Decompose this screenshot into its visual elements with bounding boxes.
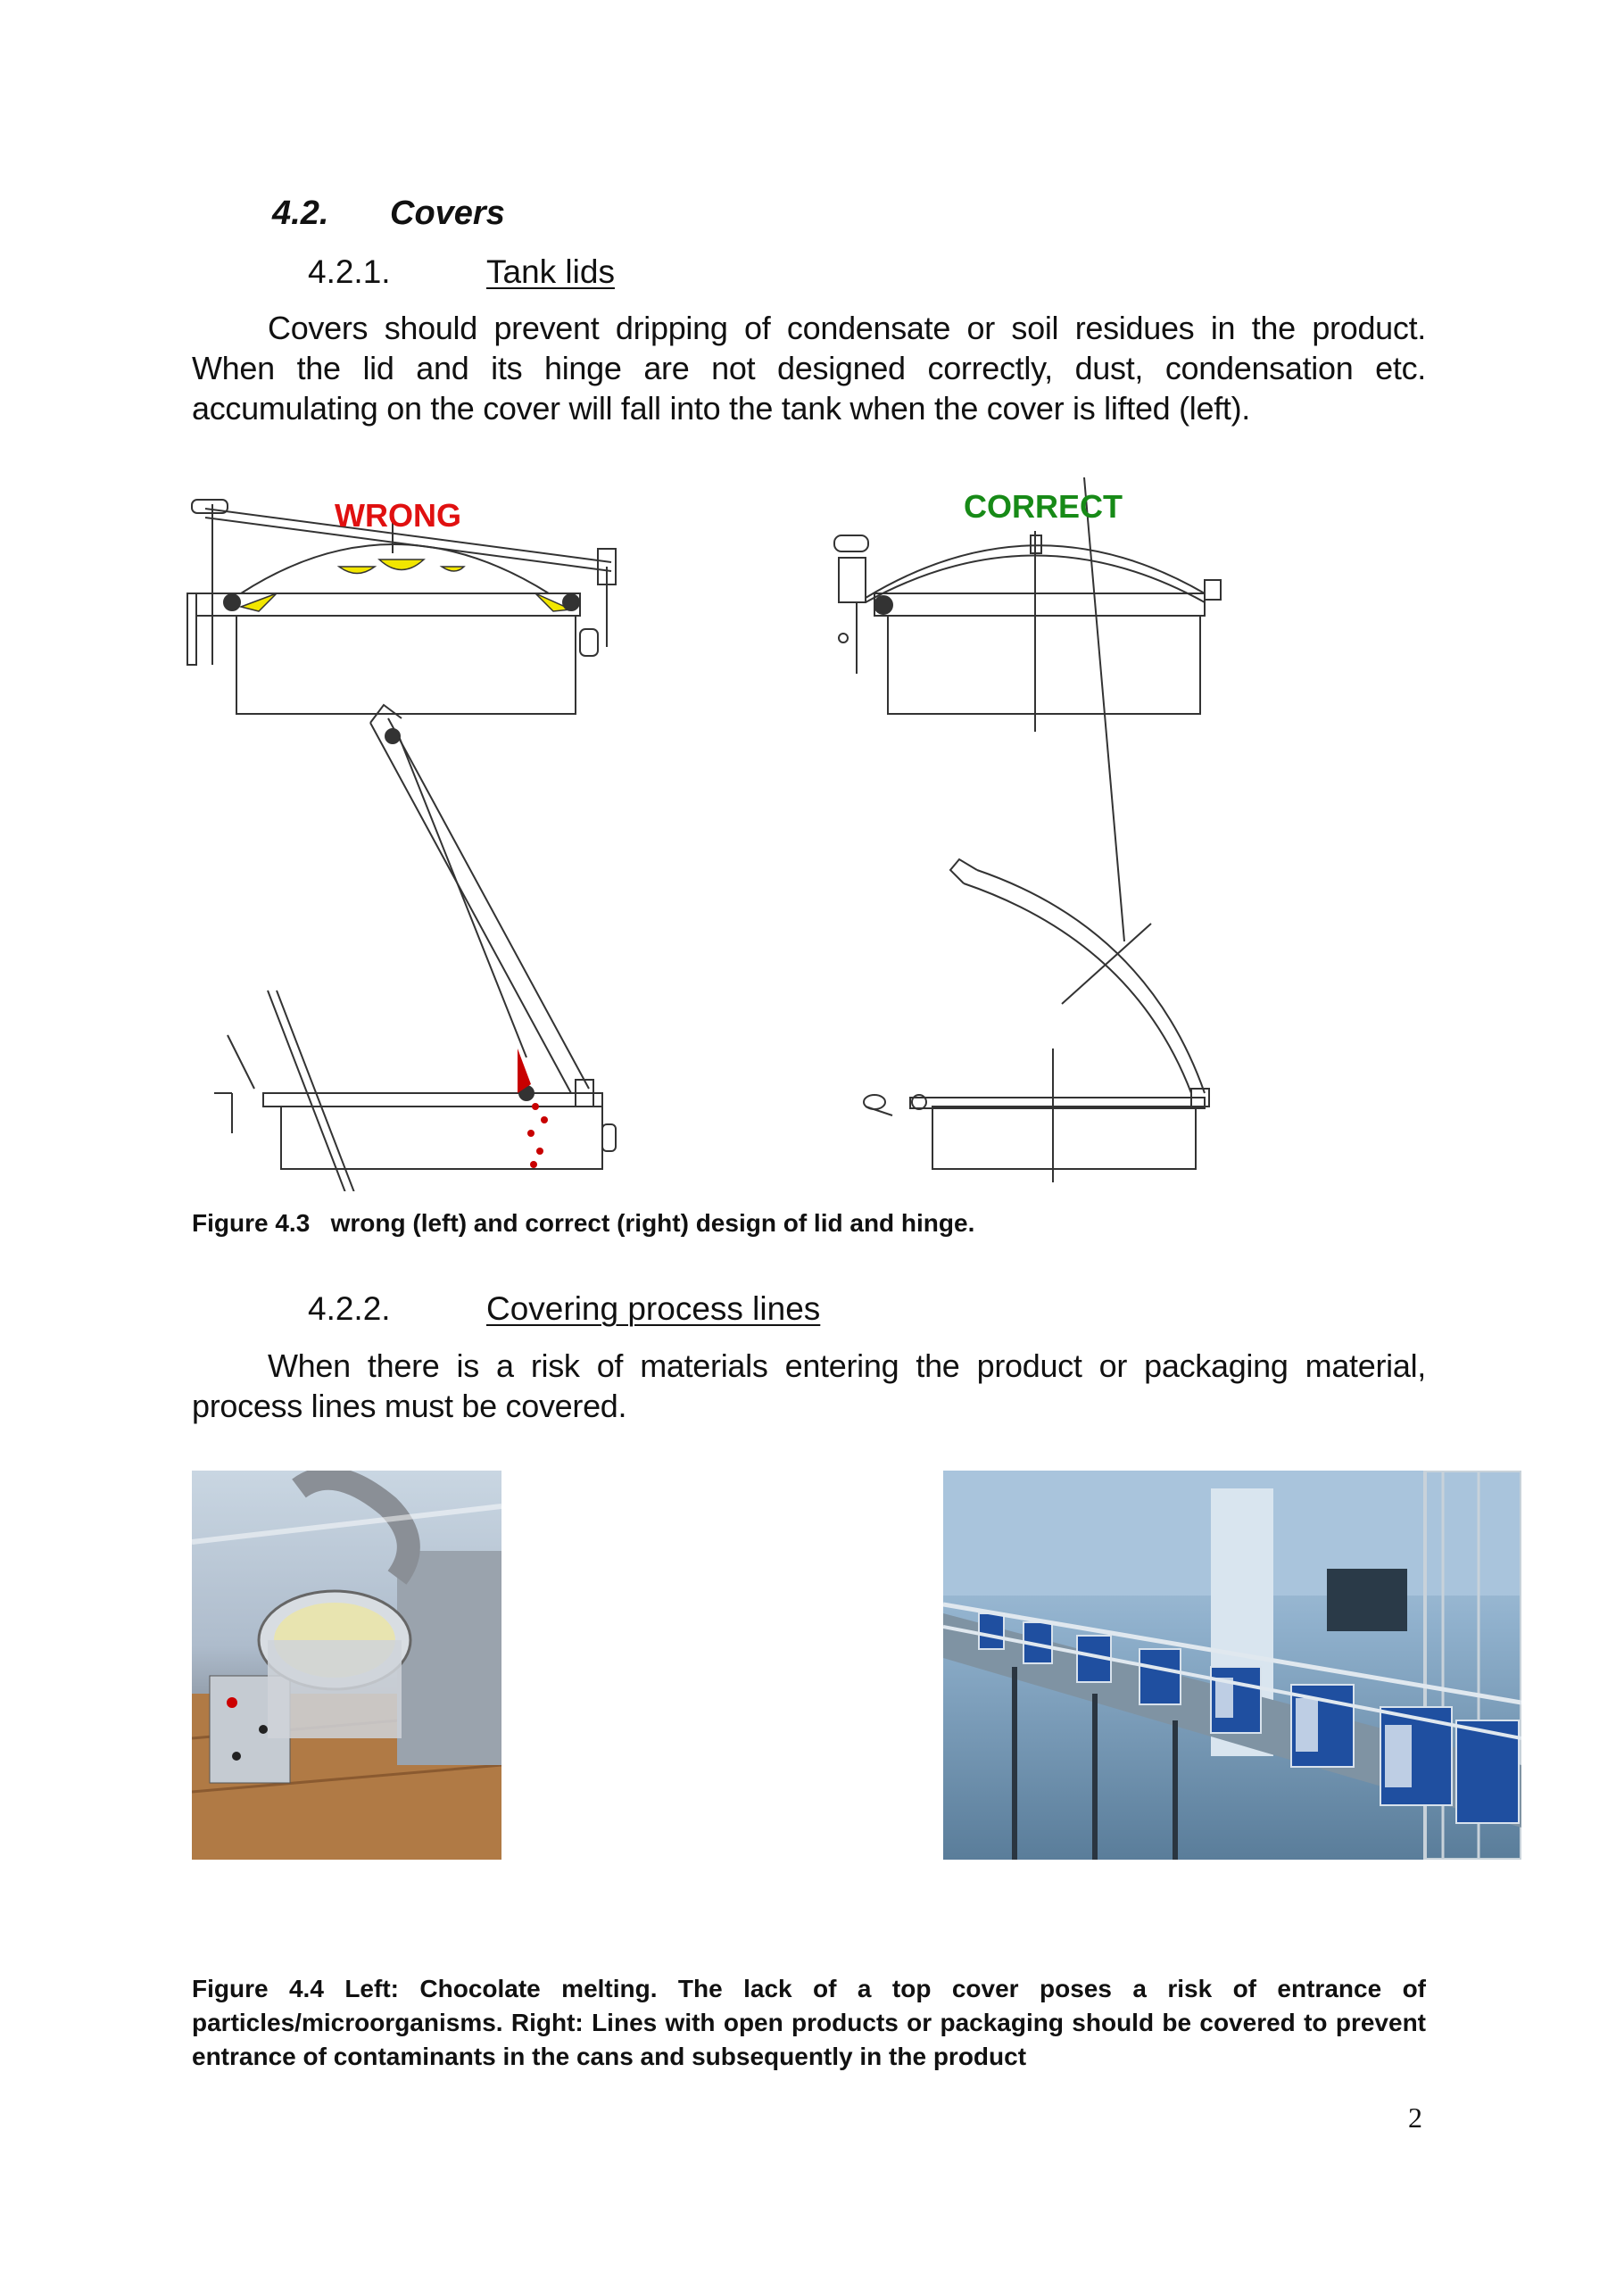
subsection-number: 4.2.1. xyxy=(308,253,391,290)
lid-hinge-diagram xyxy=(178,477,1249,1191)
wrong-drips xyxy=(518,1049,548,1168)
correct-open-lid xyxy=(864,477,1209,1182)
label-correct: CORRECT xyxy=(964,488,1123,525)
wrong-open-lid xyxy=(214,705,616,1191)
chocolate-melting-photo xyxy=(192,1471,501,1860)
subsection-title: Tank lids xyxy=(486,253,615,290)
correct-closed-lid xyxy=(834,531,1221,732)
subsection-title-2: Covering process lines xyxy=(486,1290,821,1327)
section-title: Covers xyxy=(390,195,505,232)
figure-4-4-caption: Figure 4.4 Left: Chocolate melting. The lack of a top cover poses a risk of entrance of particles/microorganisms. Right: Lines with open products or packaging should be covered to prevent entrance of contaminants in the cans and subsequently in the product xyxy=(192,1975,1426,2070)
label-wrong: WRONG xyxy=(335,497,461,534)
figure-4-3-caption: Figure 4.3 wrong (left) and correct (right) design of lid and hinge. xyxy=(192,1209,975,1237)
paragraph-tank-lids: Covers should prevent dripping of condensate or soil residues in the product. When the lid and its hinge are not designed correctly, dust, condensation etc. accumulating on the cover will fall into the tank when the cover is lifted (left). xyxy=(192,310,1426,427)
subsection-number-2: 4.2.2. xyxy=(308,1290,391,1327)
section-number: 4.2. xyxy=(272,195,329,232)
can-conveyor-line-photo xyxy=(943,1471,1521,1860)
page-number: 2 xyxy=(1408,2101,1422,2134)
paragraph-process-lines: When there is a risk of materials entering the product or packaging material, process lines must be covered. xyxy=(192,1347,1426,1424)
